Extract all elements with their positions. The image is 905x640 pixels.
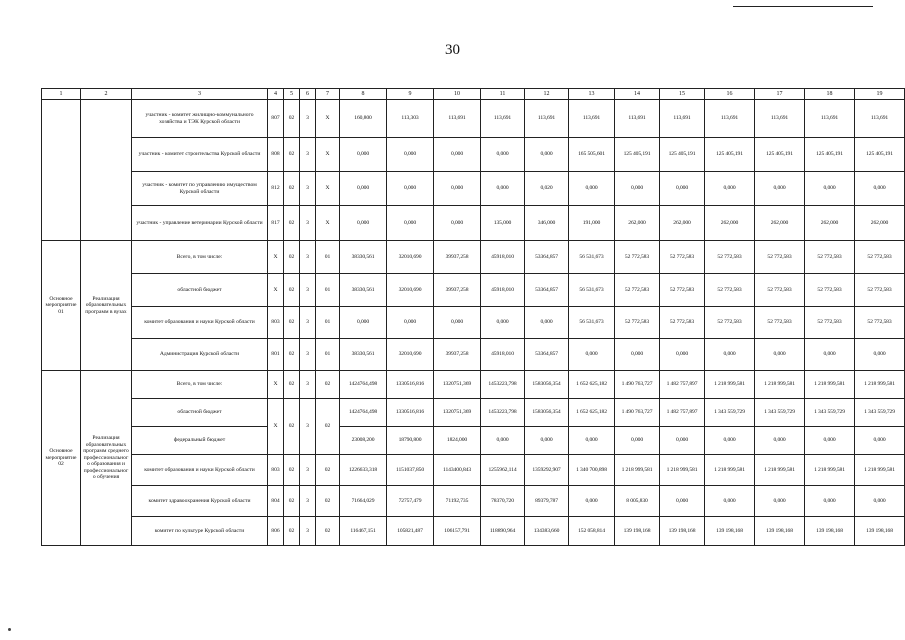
- participant-cell: комитет образования и науки Курской области: [132, 307, 268, 339]
- value-cell: 52 772,583: [705, 274, 755, 307]
- header-cell: 16: [705, 89, 755, 100]
- value-cell: 52 772,583: [805, 307, 855, 339]
- participant-cell: участник - комитет жилищно-коммунального хозяйства и ТЭК Курской области: [132, 100, 268, 138]
- value-cell: 1583056,354: [525, 371, 569, 399]
- header-cell: 13: [569, 89, 615, 100]
- value-cell: 139 198,168: [855, 517, 905, 546]
- value-cell: 52 772,583: [855, 307, 905, 339]
- value-cell: 53364,857: [525, 241, 569, 274]
- value-cell: 106157,791: [434, 517, 481, 546]
- value-cell: 0,000: [705, 427, 755, 455]
- value-cell: 23008,200: [340, 427, 387, 455]
- value-cell: 1 218 999,581: [805, 371, 855, 399]
- value-cell: 32010,690: [387, 241, 434, 274]
- value-cell: 113,303: [387, 100, 434, 138]
- value-cell: 1226633,318: [340, 455, 387, 486]
- value-cell: 105821,487: [387, 517, 434, 546]
- value-cell: 1255962,114: [481, 455, 525, 486]
- participant-cell: областной бюджет: [132, 399, 268, 427]
- value-cell: 89379,787: [525, 486, 569, 517]
- subprogram-code-cell: 3: [300, 517, 316, 546]
- value-cell: 1 482 757,897: [660, 399, 705, 427]
- value-cell: 0,000: [615, 427, 660, 455]
- subprogram-code-cell: 3: [300, 100, 316, 138]
- value-cell: 125 405,191: [615, 138, 660, 172]
- value-cell: 56 531,673: [569, 274, 615, 307]
- header-cell: 10: [434, 89, 481, 100]
- value-cell: 1 218 999,581: [755, 455, 805, 486]
- table-row: [42, 274, 905, 307]
- value-cell: 39937,258: [434, 241, 481, 274]
- value-cell: 52 772,583: [615, 274, 660, 307]
- value-cell: 135,000: [481, 206, 525, 241]
- participant-cell: областной бюджет: [132, 274, 268, 307]
- value-cell: 45918,010: [481, 274, 525, 307]
- measure-code-value-cell: Х: [316, 100, 340, 138]
- subprogram-code-cell: 3: [300, 172, 316, 206]
- measure-code-cell: Основное мероприятие 01: [42, 241, 81, 371]
- value-cell: 125 405,191: [705, 138, 755, 172]
- value-cell: 0,000: [434, 206, 481, 241]
- value-cell: 1143400,843: [434, 455, 481, 486]
- value-cell: 0,000: [387, 172, 434, 206]
- program-code-cell: 02: [284, 339, 300, 371]
- participant-cell: Всего, в том числе:: [132, 371, 268, 399]
- table-row: [42, 517, 905, 546]
- value-cell: 0,000: [569, 172, 615, 206]
- grbs-code-cell: 808: [268, 138, 284, 172]
- value-cell: 39937,258: [434, 339, 481, 371]
- value-cell: 134383,660: [525, 517, 569, 546]
- value-cell: 0,000: [481, 138, 525, 172]
- program-code-cell: 02: [284, 241, 300, 274]
- value-cell: 0,000: [525, 307, 569, 339]
- participant-cell: комитет по культуре Курской области: [132, 517, 268, 546]
- value-cell: 1 343 559,729: [855, 399, 905, 427]
- scan-dot: [8, 628, 11, 631]
- value-cell: 0,000: [660, 339, 705, 371]
- table-row: [42, 427, 905, 455]
- header-row: [42, 89, 905, 100]
- value-cell: 1424764,498: [340, 399, 387, 427]
- grbs-code-cell: 817: [268, 206, 284, 241]
- measure-code-value-cell: 01: [316, 241, 340, 274]
- participant-cell: участник - комитет строительства Курской области: [132, 138, 268, 172]
- measure-code-value-cell: 02: [316, 517, 340, 546]
- program-code-cell: 02: [284, 100, 300, 138]
- value-cell: 1824,000: [434, 427, 481, 455]
- participant-cell: Всего, в том числе:: [132, 241, 268, 274]
- value-cell: 0,000: [705, 172, 755, 206]
- value-cell: 52 772,583: [755, 241, 805, 274]
- grbs-code-cell: 807: [268, 100, 284, 138]
- measure-code-cell: Основное мероприятие 02: [42, 371, 81, 546]
- table-row: [42, 100, 905, 138]
- program-code-cell: 02: [284, 455, 300, 486]
- measure-code-value-cell: Х: [316, 138, 340, 172]
- value-cell: 139 198,168: [805, 517, 855, 546]
- value-cell: 0,000: [755, 339, 805, 371]
- header-cell: 11: [481, 89, 525, 100]
- grbs-code-cell: 806: [268, 517, 284, 546]
- value-cell: 0,000: [387, 138, 434, 172]
- value-cell: 1 343 559,729: [705, 399, 755, 427]
- value-cell: 0,000: [755, 172, 805, 206]
- table-row: [42, 307, 905, 339]
- program-code-cell: 02: [284, 399, 300, 455]
- header-cell: 9: [387, 89, 434, 100]
- value-cell: 1 218 999,581: [705, 455, 755, 486]
- header-cell: 17: [755, 89, 805, 100]
- measure-code-value-cell: 02: [316, 399, 340, 455]
- value-cell: 52 772,583: [855, 274, 905, 307]
- measure-code-value-cell: 02: [316, 455, 340, 486]
- table-row: [42, 138, 905, 172]
- grbs-code-cell: Х: [268, 274, 284, 307]
- header-cell: 15: [660, 89, 705, 100]
- value-cell: 1 218 999,581: [855, 455, 905, 486]
- header-cell: 5: [284, 89, 300, 100]
- participant-cell: комитет здравоохранения Курской области: [132, 486, 268, 517]
- value-cell: 262,000: [855, 206, 905, 241]
- value-cell: 38330,561: [340, 274, 387, 307]
- grbs-code-cell: 803: [268, 307, 284, 339]
- value-cell: 0,000: [855, 172, 905, 206]
- value-cell: 262,000: [660, 206, 705, 241]
- subprogram-code-cell: 3: [300, 274, 316, 307]
- value-cell: 1320751,369: [434, 399, 481, 427]
- value-cell: 160,800: [340, 100, 387, 138]
- value-cell: 139 198,168: [615, 517, 660, 546]
- value-cell: 1 482 757,897: [660, 371, 705, 399]
- value-cell: 53364,857: [525, 274, 569, 307]
- value-cell: 45918,010: [481, 339, 525, 371]
- value-cell: 71664,029: [340, 486, 387, 517]
- subprogram-code-cell: 3: [300, 206, 316, 241]
- value-cell: 0,000: [660, 172, 705, 206]
- subprogram-code-cell: 3: [300, 339, 316, 371]
- value-cell: 45918,010: [481, 241, 525, 274]
- value-cell: 52 772,583: [660, 241, 705, 274]
- header-cell: 18: [805, 89, 855, 100]
- grbs-code-cell: Х: [268, 399, 284, 455]
- value-cell: 113,691: [569, 100, 615, 138]
- value-cell: 52 772,583: [855, 241, 905, 274]
- measure-code-value-cell: Х: [316, 206, 340, 241]
- value-cell: 0,000: [855, 339, 905, 371]
- measure-code-value-cell: 02: [316, 486, 340, 517]
- subprogram-code-cell: 3: [300, 241, 316, 274]
- program-code-cell: 02: [284, 486, 300, 517]
- value-cell: 0,000: [855, 427, 905, 455]
- value-cell: 1424764,498: [340, 371, 387, 399]
- value-cell: 0,000: [434, 138, 481, 172]
- value-cell: 0,000: [855, 486, 905, 517]
- value-cell: 1 652 625,182: [569, 399, 615, 427]
- value-cell: 165 505,601: [569, 138, 615, 172]
- value-cell: 346,000: [525, 206, 569, 241]
- value-cell: 52 772,583: [615, 307, 660, 339]
- table-row: [42, 371, 905, 399]
- value-cell: 1 490 763,727: [615, 371, 660, 399]
- value-cell: 125 405,191: [660, 138, 705, 172]
- value-cell: 0,000: [755, 427, 805, 455]
- value-cell: 52 772,583: [805, 241, 855, 274]
- value-cell: 0,000: [434, 307, 481, 339]
- header-cell: 19: [855, 89, 905, 100]
- value-cell: 0,000: [615, 172, 660, 206]
- header-cell: 3: [132, 89, 268, 100]
- value-cell: 0,000: [569, 339, 615, 371]
- value-cell: 116467,151: [340, 517, 387, 546]
- program-code-cell: 02: [284, 206, 300, 241]
- value-cell: 0,000: [340, 138, 387, 172]
- value-cell: 52 772,583: [705, 241, 755, 274]
- value-cell: 0,000: [805, 486, 855, 517]
- value-cell: 113,691: [755, 100, 805, 138]
- measure-code-value-cell: Х: [316, 172, 340, 206]
- value-cell: 1320751,369: [434, 371, 481, 399]
- value-cell: 125 405,191: [755, 138, 805, 172]
- value-cell: 0,000: [615, 339, 660, 371]
- table-row: [42, 172, 905, 206]
- value-cell: 0,000: [525, 138, 569, 172]
- value-cell: 191,000: [569, 206, 615, 241]
- value-cell: 1 343 559,729: [755, 399, 805, 427]
- value-cell: 0,000: [387, 206, 434, 241]
- value-cell: 52 772,583: [615, 241, 660, 274]
- header-cell: 2: [81, 89, 132, 100]
- subprogram-code-cell: 3: [300, 486, 316, 517]
- value-cell: 52 772,583: [755, 274, 805, 307]
- value-cell: 125 405,191: [855, 138, 905, 172]
- measure-name-cell: Реализация образовательных программ среднего профессионального образования и профессионального обучения: [81, 371, 132, 546]
- value-cell: 262,000: [755, 206, 805, 241]
- table-row: [42, 455, 905, 486]
- value-cell: 1 218 999,581: [705, 371, 755, 399]
- measure-code-value-cell: 02: [316, 371, 340, 399]
- program-code-cell: 02: [284, 172, 300, 206]
- value-cell: 71192,735: [434, 486, 481, 517]
- value-cell: 1583056,354: [525, 399, 569, 427]
- value-cell: 0,000: [434, 172, 481, 206]
- value-cell: 38330,561: [340, 241, 387, 274]
- value-cell: 52 772,583: [805, 274, 855, 307]
- subprogram-code-cell: 3: [300, 371, 316, 399]
- value-cell: 52 772,583: [705, 307, 755, 339]
- value-cell: 1453223,798: [481, 371, 525, 399]
- page-number: 30: [445, 42, 460, 58]
- value-cell: 0,000: [481, 307, 525, 339]
- table-row: [42, 399, 905, 427]
- value-cell: 1330516,816: [387, 399, 434, 427]
- subprogram-code-cell: 3: [300, 399, 316, 455]
- measure-name-cell: [81, 100, 132, 241]
- subprogram-code-cell: 3: [300, 138, 316, 172]
- value-cell: 139 198,168: [755, 517, 805, 546]
- table-body: [42, 89, 905, 546]
- value-cell: 113,691: [855, 100, 905, 138]
- value-cell: 113,691: [525, 100, 569, 138]
- participant-cell: Администрация Курской области: [132, 339, 268, 371]
- value-cell: 78370,720: [481, 486, 525, 517]
- table-row: [42, 241, 905, 274]
- value-cell: 0,000: [705, 339, 755, 371]
- value-cell: 113,691: [805, 100, 855, 138]
- subprogram-code-cell: 3: [300, 307, 316, 339]
- value-cell: 8 005,830: [615, 486, 660, 517]
- table-row: [42, 486, 905, 517]
- value-cell: 52 772,583: [660, 307, 705, 339]
- value-cell: 1 343 559,729: [805, 399, 855, 427]
- value-cell: 56 531,673: [569, 241, 615, 274]
- value-cell: 152 058,814: [569, 517, 615, 546]
- value-cell: 113,691: [615, 100, 660, 138]
- value-cell: 32010,690: [387, 339, 434, 371]
- program-code-cell: 02: [284, 517, 300, 546]
- value-cell: 262,000: [705, 206, 755, 241]
- value-cell: 1 218 999,581: [660, 455, 705, 486]
- value-cell: 0,000: [805, 427, 855, 455]
- value-cell: 113,691: [705, 100, 755, 138]
- value-cell: 113,691: [434, 100, 481, 138]
- header-cell: 8: [340, 89, 387, 100]
- value-cell: 1 218 999,581: [615, 455, 660, 486]
- value-cell: 0,000: [805, 339, 855, 371]
- value-cell: 0,000: [340, 206, 387, 241]
- value-cell: 113,691: [660, 100, 705, 138]
- participant-cell: участник - комитет по управлению имуществом Курской области: [132, 172, 268, 206]
- header-cell: 14: [615, 89, 660, 100]
- value-cell: 0,000: [705, 486, 755, 517]
- value-cell: 0,000: [755, 486, 805, 517]
- value-cell: 1359292,907: [525, 455, 569, 486]
- measure-name-cell: Реализация образовательных программ в вузах: [81, 241, 132, 371]
- value-cell: 0,000: [805, 172, 855, 206]
- value-cell: 1453223,798: [481, 399, 525, 427]
- value-cell: 0,020: [525, 172, 569, 206]
- value-cell: 262,000: [615, 206, 660, 241]
- grbs-code-cell: 803: [268, 455, 284, 486]
- value-cell: 1330516,816: [387, 371, 434, 399]
- value-cell: 1151037,850: [387, 455, 434, 486]
- value-cell: 118890,964: [481, 517, 525, 546]
- value-cell: 262,000: [805, 206, 855, 241]
- value-cell: 1 218 999,581: [755, 371, 805, 399]
- grbs-code-cell: 801: [268, 339, 284, 371]
- value-cell: 0,000: [660, 427, 705, 455]
- value-cell: 1 340 700,898: [569, 455, 615, 486]
- value-cell: 52 772,583: [755, 307, 805, 339]
- value-cell: 1 652 625,182: [569, 371, 615, 399]
- measure-code-value-cell: 01: [316, 339, 340, 371]
- value-cell: 52 772,583: [660, 274, 705, 307]
- value-cell: 32010,690: [387, 274, 434, 307]
- value-cell: 0,000: [525, 427, 569, 455]
- program-code-cell: 02: [284, 371, 300, 399]
- value-cell: 0,000: [481, 427, 525, 455]
- value-cell: 0,000: [660, 486, 705, 517]
- value-cell: 56 531,673: [569, 307, 615, 339]
- participant-cell: комитет образования и науки Курской области: [132, 455, 268, 486]
- value-cell: 72757,479: [387, 486, 434, 517]
- grbs-code-cell: 804: [268, 486, 284, 517]
- value-cell: 139 198,168: [660, 517, 705, 546]
- grbs-code-cell: Х: [268, 241, 284, 274]
- value-cell: 1 218 999,581: [805, 455, 855, 486]
- value-cell: 38330,561: [340, 339, 387, 371]
- header-cell: 4: [268, 89, 284, 100]
- header-cell: 12: [525, 89, 569, 100]
- measure-code-value-cell: 01: [316, 307, 340, 339]
- value-cell: 113,691: [481, 100, 525, 138]
- value-cell: 0,000: [340, 307, 387, 339]
- grbs-code-cell: 812: [268, 172, 284, 206]
- value-cell: 53364,857: [525, 339, 569, 371]
- measure-code-cell: [42, 100, 81, 241]
- value-cell: 39937,258: [434, 274, 481, 307]
- header-cell: 6: [300, 89, 316, 100]
- subprogram-code-cell: 3: [300, 455, 316, 486]
- measure-code-value-cell: 01: [316, 274, 340, 307]
- value-cell: 0,000: [569, 427, 615, 455]
- value-cell: 18790,800: [387, 427, 434, 455]
- program-code-cell: 02: [284, 274, 300, 307]
- value-cell: 0,000: [569, 486, 615, 517]
- top-rule: [733, 6, 873, 7]
- value-cell: 1 490 763,727: [615, 399, 660, 427]
- value-cell: 0,000: [340, 172, 387, 206]
- table-row: [42, 206, 905, 241]
- table-row: [42, 339, 905, 371]
- value-cell: 125 405,191: [805, 138, 855, 172]
- program-code-cell: 02: [284, 138, 300, 172]
- participant-cell: федеральный бюджет: [132, 427, 268, 455]
- participant-cell: участник - управление ветеринарии Курской области: [132, 206, 268, 241]
- header-cell: 1: [42, 89, 81, 100]
- program-code-cell: 02: [284, 307, 300, 339]
- value-cell: 0,000: [387, 307, 434, 339]
- value-cell: 139 198,168: [705, 517, 755, 546]
- header-cell: 7: [316, 89, 340, 100]
- value-cell: 0,000: [481, 172, 525, 206]
- value-cell: 1 218 999,581: [855, 371, 905, 399]
- budget-table: [41, 88, 905, 546]
- grbs-code-cell: Х: [268, 371, 284, 399]
